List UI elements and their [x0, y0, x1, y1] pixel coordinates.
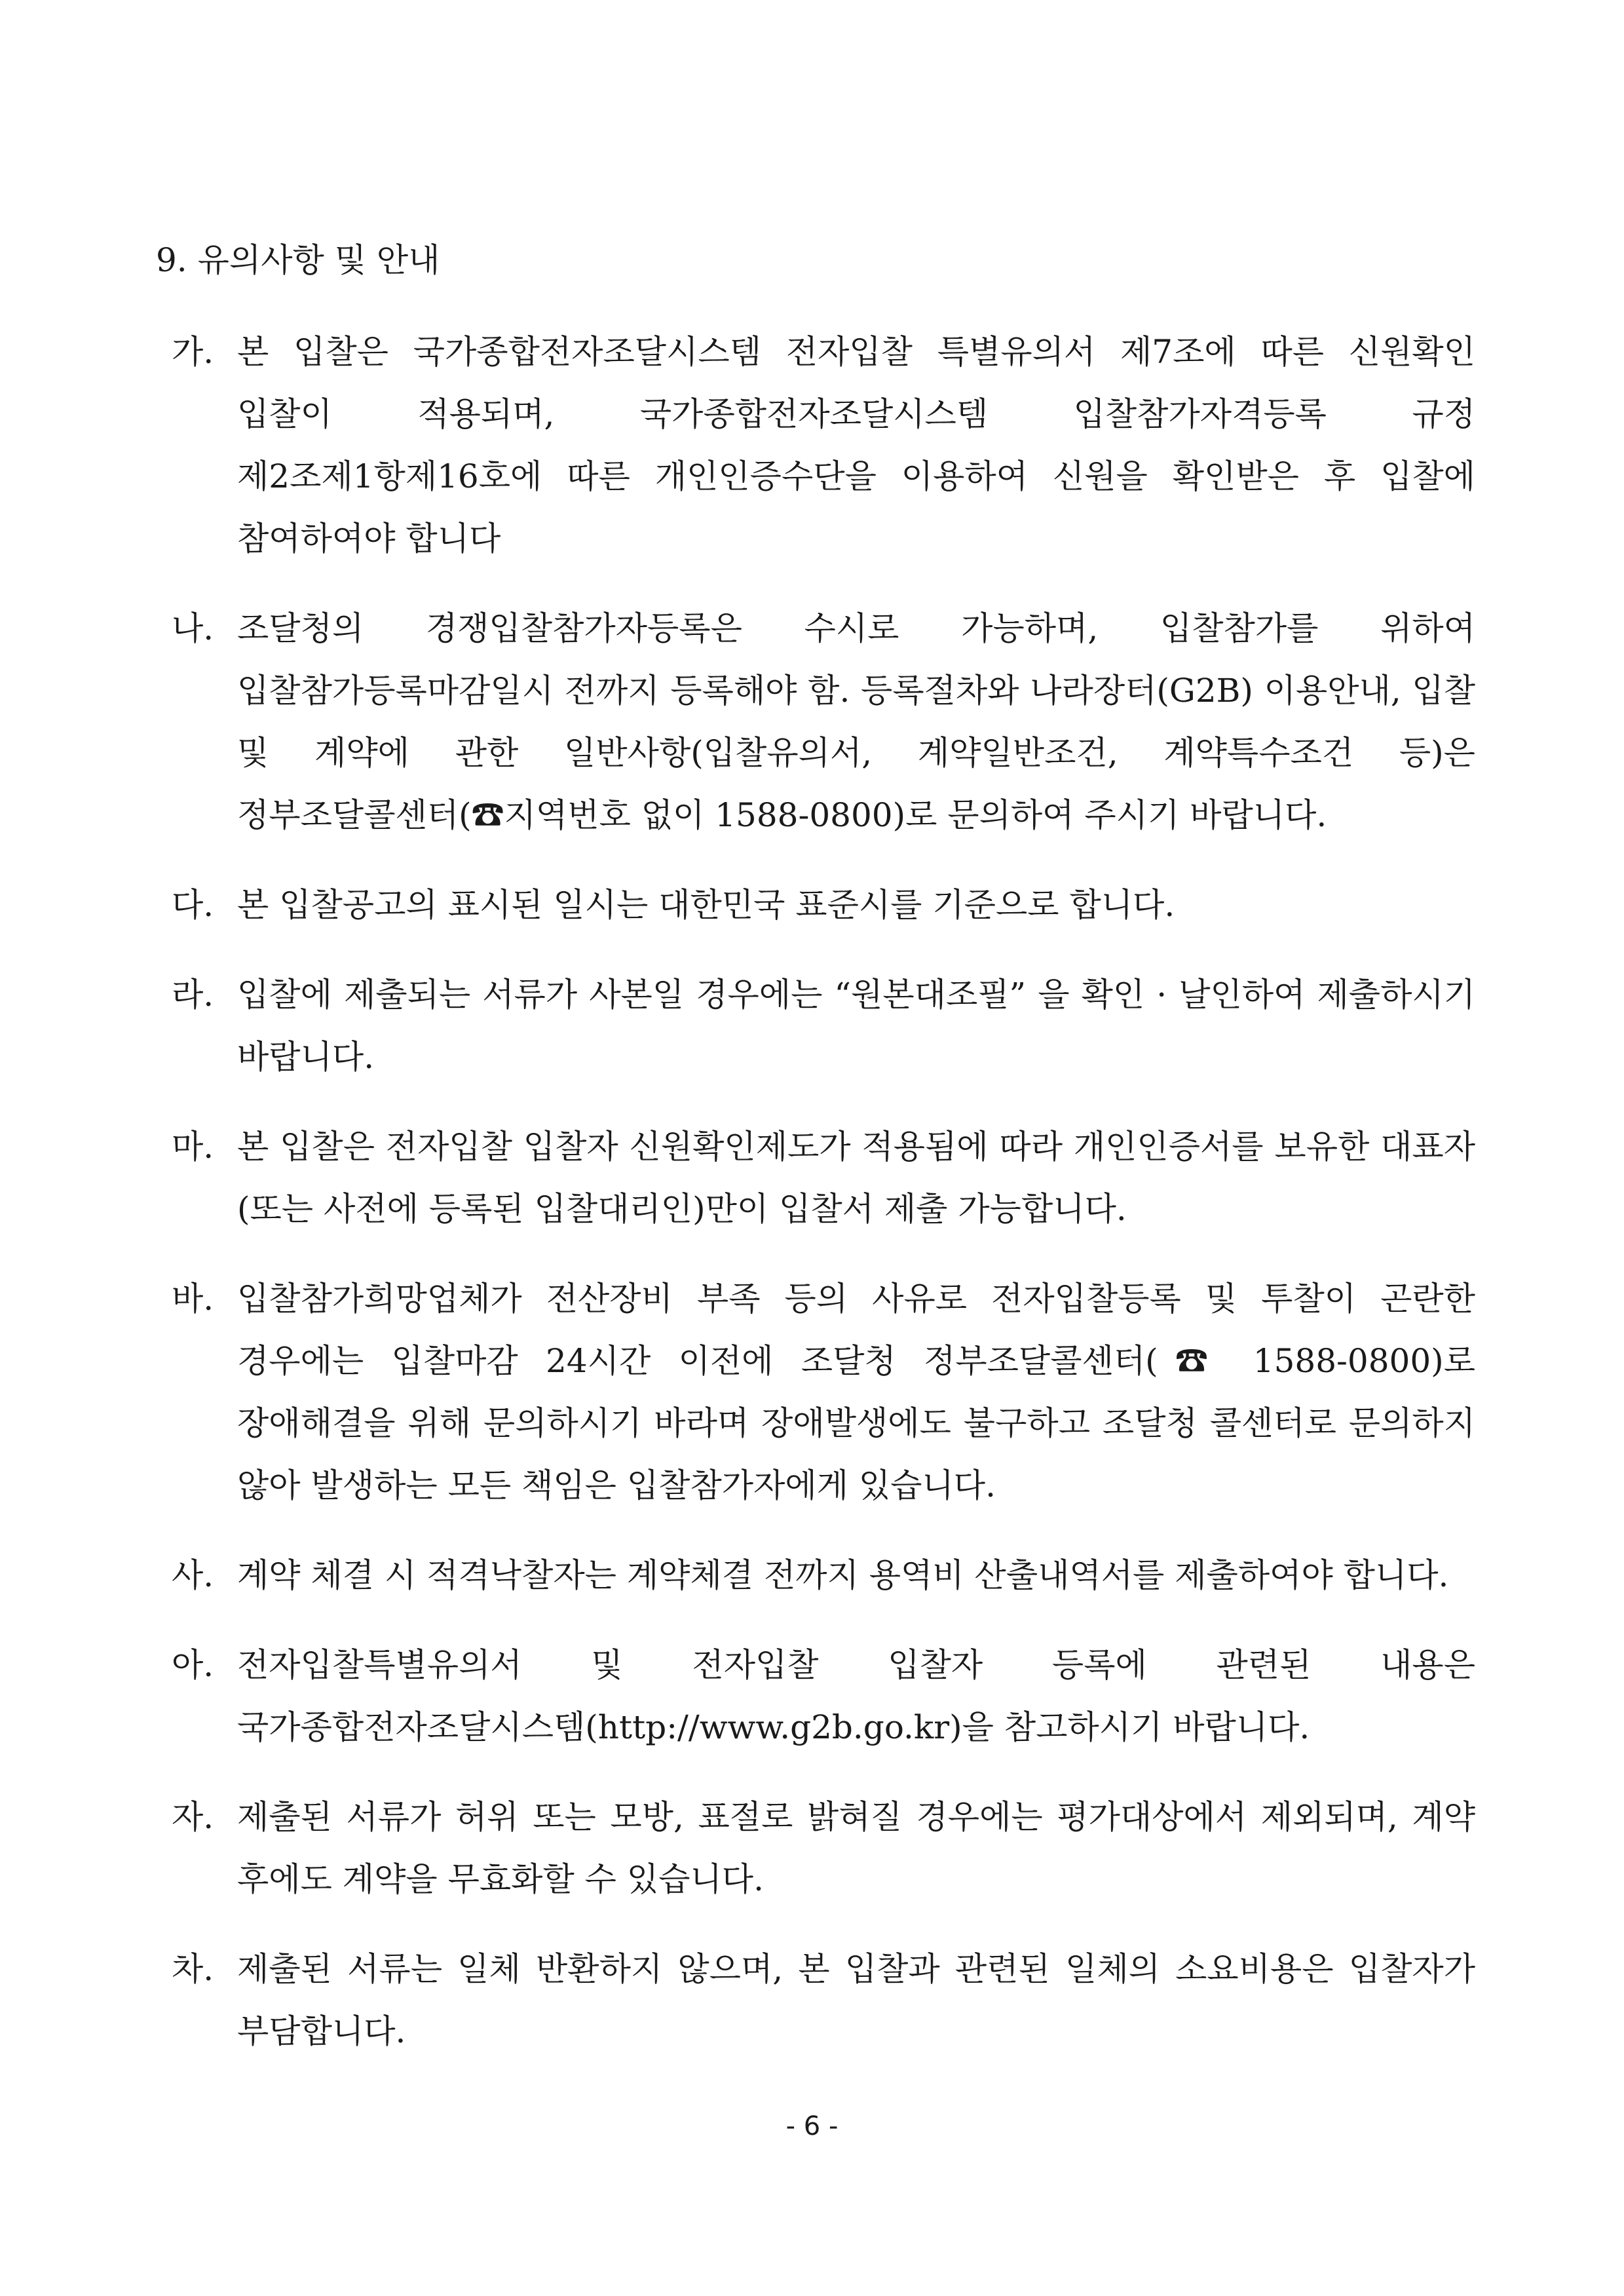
- list-item-label: 나.: [172, 609, 214, 647]
- list-item-label: 바.: [172, 1280, 214, 1318]
- list-item-label: 사.: [172, 1556, 214, 1594]
- list-item: [172, 321, 1475, 570]
- list-item: [172, 964, 1475, 1088]
- list-item-label: 차.: [172, 1950, 214, 1988]
- list-item-text: 본 입찰은 국가종합전자조달시스템 전자입찰 특별유의서 제7조에 따른 신원확인 입찰이 적용되며, 국가종합전자조달시스템 입찰참가자격등록 규정 제2조제1항제16호에 따른 개인인증수단을 이용하여 신원을 확인받은 후 입찰에 참여하여야 합니다: [237, 333, 1475, 558]
- list-item-label: 자.: [172, 1798, 214, 1836]
- list-item-text: 계약 체결 시 적격낙찰자는 계약체결 전까지 용역비 산출내역서를 제출하여야 합니다.: [237, 1556, 1449, 1594]
- list-item-text: 본 입찰공고의 표시된 일시는 대한민국 표준시를 기준으로 합니다.: [237, 886, 1175, 924]
- list-item: [172, 598, 1475, 847]
- list-item-text: 입찰참가희망업체가 전산장비 부족 등의 사유로 전자입찰등록 및 투찰이 곤란한 경우에는 입찰마감 24시간 이전에 조달청 정부조달콜센터(☎ 1588-0800)로 장애해결을 위해 문의하시기 바라며 장애발생에도 불구하고 조달청 콜센터로 문의하지 않아 발생하는 모든 책임은 입찰참가자에게 있습니다.: [237, 1280, 1475, 1504]
- list-item-label: 라.: [172, 976, 214, 1014]
- list-item: [172, 1268, 1475, 1517]
- list-item: [172, 1116, 1475, 1240]
- list-item-label: 가.: [172, 333, 214, 371]
- list-item: [172, 874, 1475, 936]
- list-item-text: 전자입찰특별유의서 및 전자입찰 입찰자 등록에 관련된 내용은 국가종합전자조달시스템(http://www.g2b.go.kr)을 참고하시기 바랍니다.: [237, 1646, 1475, 1746]
- list-item-label: 다.: [172, 886, 214, 924]
- notice-list: [172, 321, 1475, 2090]
- list-item: [172, 1786, 1475, 1911]
- list-item-text: 조달청의 경쟁입찰참가자등록은 수시로 가능하며, 입찰참가를 위하여 입찰참가등록마감일시 전까지 등록해야 함. 등록절차와 나라장터(G2B) 이용안내, 입찰 및 계약에 관한 일반사항(입찰유의서, 계약일반조건, 계약특수조건 등)은 정부조달콜센터(☎지역번호 없이 1588-0800)로 문의하여 주시기 바랍니다.: [237, 609, 1475, 834]
- page-number: - 6 -: [785, 2111, 839, 2141]
- list-item-label: 아.: [172, 1646, 214, 1684]
- section-heading: 9. 유의사항 및 안내: [156, 241, 440, 279]
- list-item-label: 마.: [172, 1128, 214, 1166]
- list-item: [172, 1938, 1475, 2063]
- list-item-text: 입찰에 제출되는 서류가 사본일 경우에는 “원본대조필” 을 확인 · 날인하여 제출하시기 바랍니다.: [237, 976, 1475, 1076]
- list-item-text: 본 입찰은 전자입찰 입찰자 신원확인제도가 적용됨에 따라 개인인증서를 보유한 대표자(또는 사전에 등록된 입찰대리인)만이 입찰서 제출 가능합니다.: [237, 1128, 1475, 1228]
- list-item-text: 제출된 서류는 일체 반환하지 않으며, 본 입찰과 관련된 일체의 소요비용은 입찰자가 부담합니다.: [237, 1950, 1475, 2050]
- list-item: [172, 1544, 1475, 1607]
- list-item-text: 제출된 서류가 허위 또는 모방, 표절로 밝혀질 경우에는 평가대상에서 제외되며, 계약 후에도 계약을 무효화할 수 있습니다.: [237, 1798, 1475, 1898]
- list-item: [172, 1634, 1475, 1759]
